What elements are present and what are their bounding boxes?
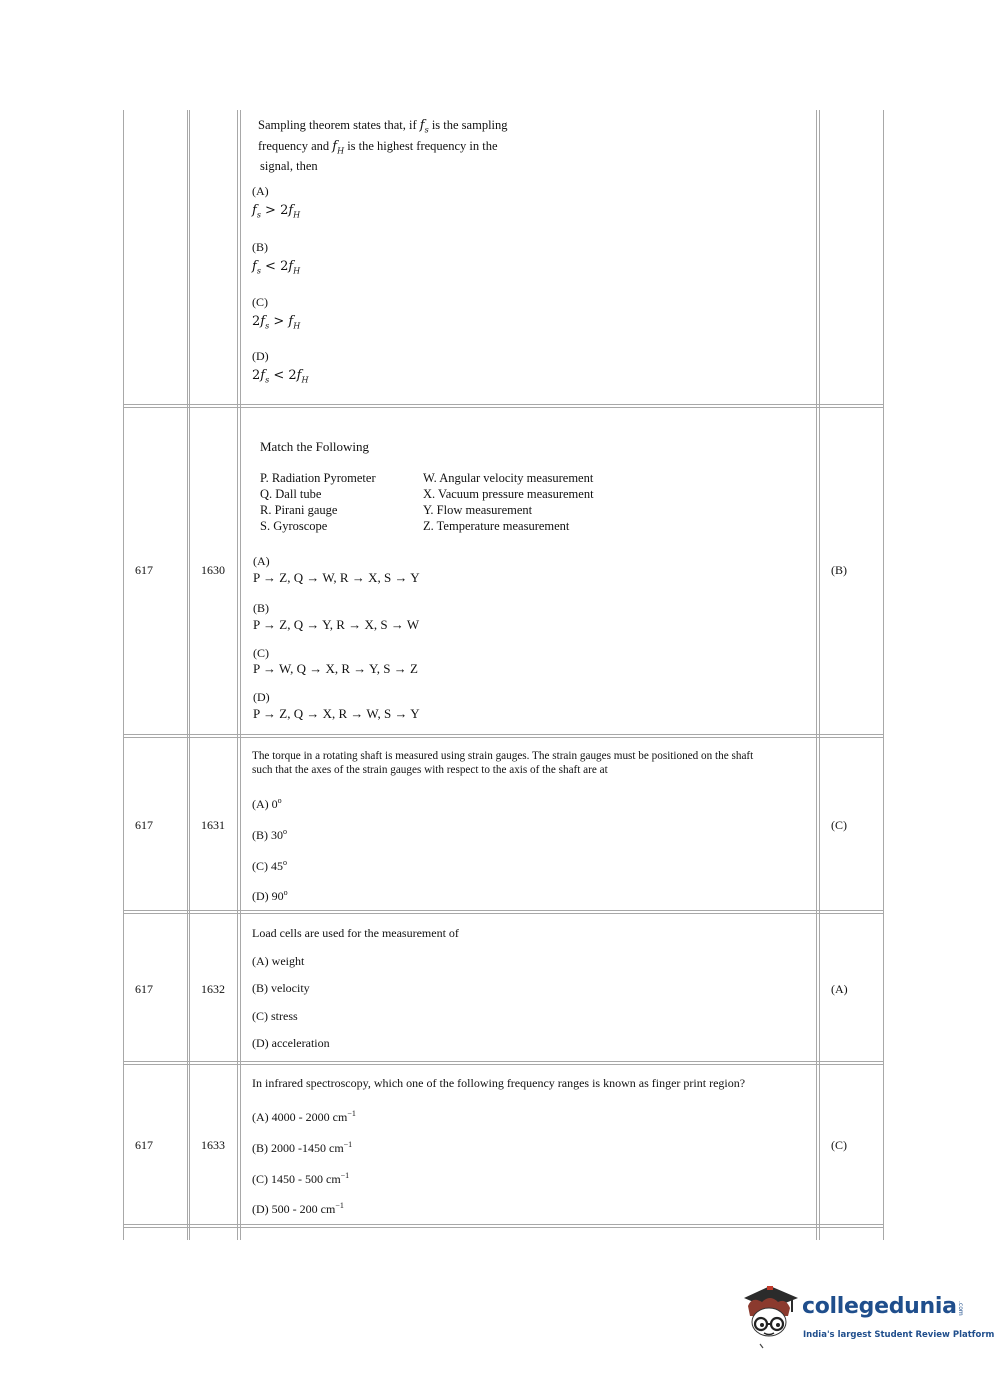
match-item: Y. Flow measurement: [423, 503, 533, 517]
math-subscript: s: [265, 321, 270, 331]
option-text: (A) 0: [252, 797, 278, 811]
serial-number: 617: [135, 563, 153, 577]
option-b: [252, 824, 287, 843]
option-label: (A): [252, 184, 269, 198]
table-border-left: [123, 110, 124, 1240]
mascot-logo-icon: [740, 1282, 802, 1352]
question-stem: [258, 118, 508, 174]
option-c: (C) stress: [252, 1009, 298, 1023]
column-divider: [187, 110, 188, 1240]
stem-text: is the sampling: [431, 118, 508, 132]
option-a: [252, 184, 300, 220]
math-symbol: f: [252, 259, 257, 274]
option-text: (C) 1450 - 500 cm: [252, 1172, 341, 1186]
match-right-column: [423, 470, 594, 534]
match-item: Q. Dall tube: [260, 487, 322, 501]
option-c: [252, 855, 287, 874]
option-a: [252, 1106, 356, 1125]
column-divider: [816, 110, 817, 1240]
math-operator: > 2: [260, 203, 289, 218]
option-label: (D): [253, 690, 270, 704]
column-divider: [819, 110, 820, 1240]
question-number: 1632: [201, 982, 225, 996]
degree-symbol: o: [277, 796, 282, 805]
math-symbol: f: [288, 203, 294, 218]
math-coef: 2: [252, 314, 261, 329]
option-text: (D) 90: [252, 889, 284, 903]
math-symbol: f: [260, 314, 266, 329]
symbol-fh: f: [332, 138, 338, 154]
math-subscript: H: [293, 321, 301, 331]
math-operator: < 2: [260, 259, 289, 274]
question-number: 1631: [201, 818, 225, 832]
exponent: −1: [335, 1201, 344, 1210]
option-text: (B) 2000 -1450 cm: [252, 1141, 344, 1155]
math-symbol: f: [288, 314, 294, 329]
math-operator: >: [269, 314, 289, 329]
column-divider: [237, 110, 238, 1240]
option-label: (C): [252, 295, 268, 309]
match-item: Z. Temperature measurement: [423, 519, 570, 533]
math-symbol: f: [288, 259, 294, 274]
match-item: P. Radiation Pyrometer: [260, 471, 376, 485]
serial-number: 617: [135, 1138, 153, 1152]
option-text: P → Z, Q → Y, R → X, S → W: [253, 617, 420, 632]
match-item: W. Angular velocity measurement: [423, 471, 594, 485]
math-subscript: H: [293, 266, 301, 276]
option-a: (A) weight: [252, 954, 305, 968]
question-number: 1630: [201, 563, 225, 577]
question-title: Match the Following: [260, 439, 370, 454]
exponent: −1: [343, 1140, 353, 1149]
symbol-subscript: H: [337, 146, 345, 156]
answer-key: (C): [831, 818, 847, 832]
math-subscript: s: [256, 210, 261, 220]
question-number: 1633: [201, 1138, 225, 1152]
match-item: S. Gyroscope: [260, 519, 328, 533]
math-symbol: f: [252, 203, 257, 218]
row-divider: [123, 404, 884, 405]
option-b: [252, 240, 300, 276]
row-divider: [123, 734, 884, 735]
option-text: (B) 30: [252, 828, 283, 842]
math-coef: 2: [252, 368, 261, 383]
option-b: [252, 1137, 352, 1156]
math-subscript: H: [293, 210, 301, 220]
option-text: P → Z, Q → X, R → W, S → Y: [253, 706, 420, 721]
option-b: (B) velocity: [252, 981, 310, 995]
row-divider: [123, 1227, 884, 1228]
brand-domain: .com: [957, 1301, 964, 1316]
option-a: [253, 554, 420, 586]
math-operator: < 2: [269, 368, 297, 383]
row-divider: [123, 910, 884, 911]
match-item: X. Vacuum pressure measurement: [423, 487, 594, 501]
math-subscript: s: [265, 375, 270, 385]
column-divider: [240, 110, 241, 1240]
option-label: (C): [253, 646, 269, 660]
degree-symbol: o: [283, 827, 287, 836]
option-label: (A): [253, 554, 270, 568]
answer-key: (B): [831, 563, 847, 577]
math-subscript: H: [301, 375, 309, 385]
option-label: (D): [252, 349, 269, 363]
row-divider: [123, 1224, 884, 1225]
degree-symbol: o: [283, 888, 288, 897]
row-divider: [123, 407, 884, 408]
row-divider: [123, 737, 884, 738]
degree-symbol: o: [283, 858, 287, 867]
option-c: [252, 295, 300, 331]
answer-key: (A): [831, 982, 848, 996]
option-c: [252, 1168, 349, 1187]
stem-text: The torque in a rotating shaft is measured using strain gauges. The strain gauges must be positioned on the shaft: [252, 750, 754, 762]
option-d: [252, 349, 308, 385]
stem-text: is the highest frequency in the: [347, 138, 498, 153]
option-d: [252, 885, 288, 904]
option-a: [252, 793, 282, 812]
option-label: (B): [253, 601, 269, 615]
question-stem: In infrared spectroscopy, which one of the following frequency ranges is known as finger print region?: [252, 1076, 746, 1090]
symbol-fs: f: [419, 118, 425, 133]
option-b: [253, 601, 419, 633]
match-left-column: [260, 470, 376, 534]
answer-key: (C): [831, 1138, 847, 1152]
math-symbol: f: [260, 368, 266, 383]
question-stem: [252, 749, 753, 777]
serial-number: 617: [135, 982, 153, 996]
stem-text: Sampling theorem states that, if: [258, 118, 417, 132]
math-symbol: f: [296, 368, 302, 383]
stem-text: such that the axes of the strain gauges with respect to the axis of the shaft are at: [252, 764, 608, 776]
question-stem: Load cells are used for the measurement of: [252, 926, 459, 940]
option-label: (B): [252, 240, 268, 254]
exponent: −1: [340, 1171, 350, 1180]
option-c: [253, 646, 418, 677]
option-d: [253, 690, 420, 722]
math-subscript: s: [256, 266, 261, 276]
option-text: (C) 45: [252, 859, 283, 873]
option-d: [252, 1198, 344, 1217]
row-divider: [123, 1064, 884, 1065]
match-item: R. Pirani gauge: [260, 503, 338, 517]
stem-text: frequency and: [258, 138, 330, 153]
row-divider: [123, 1061, 884, 1062]
option-d: (D) acceleration: [252, 1036, 330, 1050]
row-divider: [123, 913, 884, 914]
symbol-subscript: s: [424, 125, 429, 135]
option-text: P → W, Q → X, R → Y, S → Z: [253, 661, 418, 676]
option-text: P → Z, Q → W, R → X, S → Y: [253, 570, 420, 585]
option-text: (D) 500 - 200 cm: [252, 1202, 336, 1216]
exponent: −1: [347, 1109, 356, 1118]
brand-name: collegedunia: [802, 1294, 957, 1319]
brand-tagline: India's largest Student Review Platform: [803, 1330, 995, 1340]
option-text: (A) 4000 - 2000 cm: [252, 1110, 348, 1124]
table-border-right: [883, 110, 884, 1240]
serial-number: 617: [135, 818, 153, 832]
stem-text: signal, then: [260, 159, 318, 174]
column-divider: [189, 110, 190, 1240]
